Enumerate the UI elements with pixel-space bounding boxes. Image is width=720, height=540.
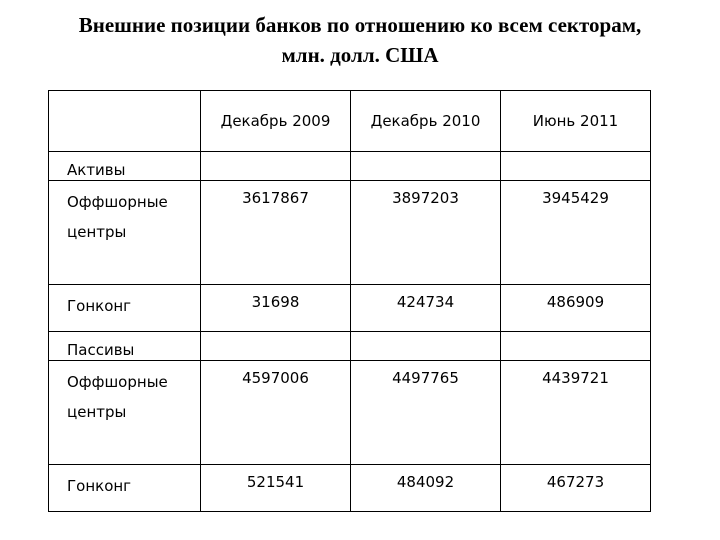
table-row — [49, 181, 651, 285]
table-cell: 486909 — [501, 285, 651, 332]
table-row — [49, 465, 651, 512]
table-cell: 3617867 — [201, 181, 351, 285]
row-label-line-1: Оффшорные — [67, 193, 168, 211]
column-header: Июнь 2011 — [501, 91, 651, 152]
row-label — [49, 181, 201, 285]
column-header: Декабрь 2010 — [351, 91, 501, 152]
table-cell: 4497765 — [351, 361, 501, 465]
page-title — [0, 10, 720, 70]
row-label-line-2: центры — [67, 223, 127, 241]
table-cell: 521541 — [201, 465, 351, 512]
row-label-line-1: Оффшорные — [67, 373, 168, 391]
title-line-2: млн. долл. США — [281, 43, 439, 67]
row-label-line-1: Гонконг — [67, 297, 132, 315]
section-row — [49, 332, 651, 361]
table-cell: 31698 — [201, 285, 351, 332]
row-label-line-2: центры — [67, 403, 127, 421]
table-cell: 467273 — [501, 465, 651, 512]
row-label — [49, 361, 201, 465]
section-row — [49, 152, 651, 181]
table-row — [49, 361, 651, 465]
title-line-1: Внешние позиции банков по отношению ко всем секторам, — [78, 13, 642, 37]
column-header: Декабрь 2009 — [201, 91, 351, 152]
row-label-line-1: Гонконг — [67, 477, 132, 495]
row-label — [49, 465, 201, 512]
table-cell: 424734 — [351, 285, 501, 332]
table-cell: 4439721 — [501, 361, 651, 465]
table-cell: 484092 — [351, 465, 501, 512]
table-cell: 3897203 — [351, 181, 501, 285]
section-label-liabilities: Пассивы — [49, 332, 201, 361]
section-label-assets: Активы — [49, 152, 201, 181]
header-empty-cell — [49, 91, 201, 152]
table-cell: 3945429 — [501, 181, 651, 285]
table-cell: 4597006 — [201, 361, 351, 465]
header-row — [49, 91, 651, 152]
row-label — [49, 285, 201, 332]
table-row — [49, 285, 651, 332]
data-table — [48, 90, 651, 512]
